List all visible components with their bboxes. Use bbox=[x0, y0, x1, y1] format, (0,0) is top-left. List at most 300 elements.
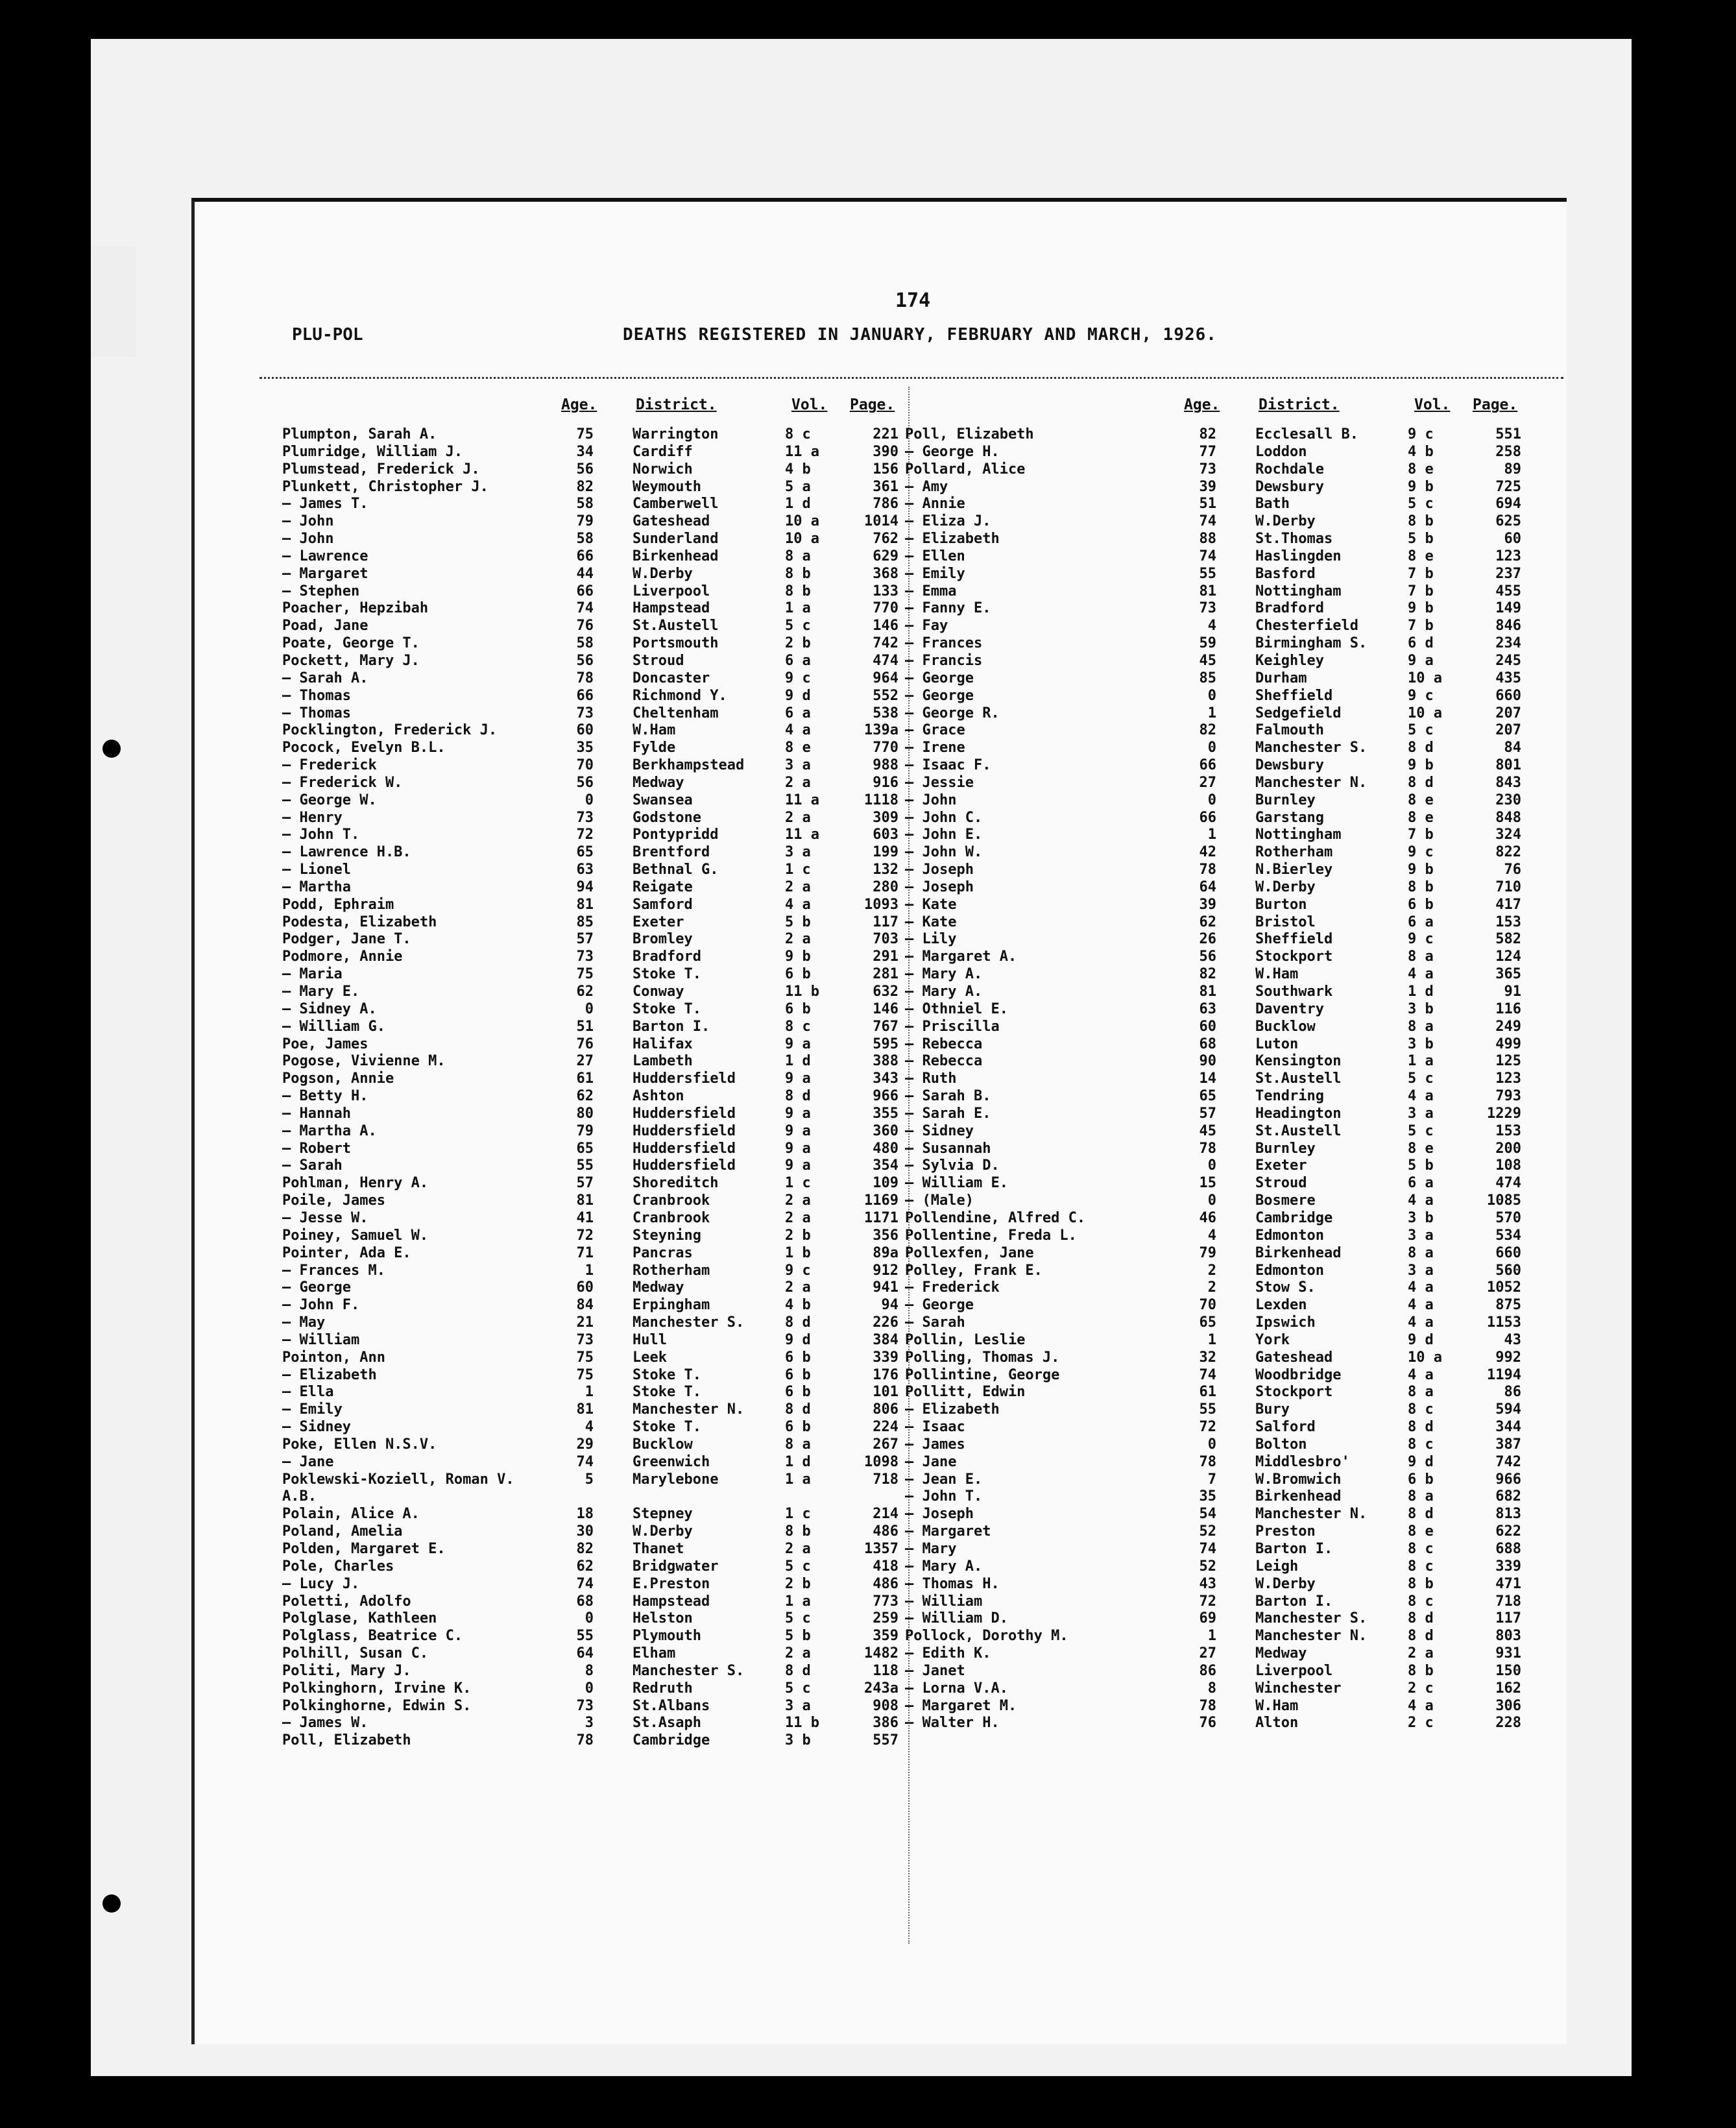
register-entry bbox=[905, 1715, 1547, 1732]
register-entry bbox=[282, 444, 924, 461]
entry-page: 813 bbox=[1495, 1506, 1521, 1523]
register-entry bbox=[282, 1488, 924, 1506]
entry-district: Sheffield bbox=[1255, 687, 1333, 704]
register-entry bbox=[905, 1488, 1547, 1506]
entry-district: Bucklow bbox=[633, 1436, 693, 1453]
register-entry bbox=[905, 1245, 1547, 1263]
register-entry bbox=[905, 1628, 1547, 1645]
entry-page: 91 bbox=[1504, 984, 1521, 1000]
entry-page: 786 bbox=[873, 496, 898, 513]
entry-district: Stockport bbox=[1255, 949, 1333, 965]
register-entry bbox=[282, 1019, 924, 1036]
register-entry bbox=[282, 792, 924, 810]
entry-page: 486 bbox=[873, 1523, 898, 1540]
entry-volume: 8 d bbox=[1408, 1628, 1434, 1645]
register-entry bbox=[282, 1367, 924, 1384]
entry-district: Plymouth bbox=[633, 1628, 701, 1645]
register-entry bbox=[905, 635, 1547, 653]
register-entry bbox=[282, 1419, 924, 1436]
entry-name: — Sarah B. bbox=[905, 1088, 991, 1105]
entry-age: 2 bbox=[1207, 1279, 1216, 1296]
entry-volume: 10 a bbox=[1408, 670, 1442, 686]
entry-page: 560 bbox=[1495, 1262, 1521, 1279]
entry-age: 34 bbox=[576, 443, 594, 460]
register-entry bbox=[282, 1175, 924, 1192]
entry-district: Burton bbox=[1255, 896, 1307, 913]
entry-age: 52 bbox=[1199, 1523, 1216, 1540]
register-entry bbox=[282, 931, 924, 949]
register-entry bbox=[282, 810, 924, 827]
entry-district: Richmond Y. bbox=[633, 687, 727, 704]
entry-name: Poad, Jane bbox=[282, 618, 368, 635]
register-entry bbox=[905, 566, 1547, 583]
entry-district: Pontypridd bbox=[633, 827, 719, 843]
register-entry bbox=[282, 461, 924, 479]
entry-page: 132 bbox=[873, 862, 898, 878]
entry-volume: 8 d bbox=[785, 1662, 811, 1679]
register-entry bbox=[905, 479, 1547, 496]
entry-district: Camberwell bbox=[633, 496, 719, 513]
entry-district: Bath bbox=[1255, 496, 1290, 513]
entry-page: 146 bbox=[873, 1000, 898, 1017]
entry-volume: 6 b bbox=[785, 1000, 811, 1017]
entry-volume: 3 b bbox=[785, 1732, 811, 1749]
register-entry bbox=[905, 618, 1547, 635]
entry-volume: 3 a bbox=[785, 1697, 811, 1714]
entry-age: 78 bbox=[1199, 1140, 1216, 1157]
district-header: District. bbox=[636, 396, 717, 413]
entry-page: 207 bbox=[1495, 705, 1521, 721]
entry-volume: 8 d bbox=[1408, 774, 1434, 791]
entry-page: 1052 bbox=[1487, 1279, 1521, 1296]
entry-age: 76 bbox=[576, 618, 594, 635]
entry-age: 90 bbox=[1199, 1053, 1216, 1070]
entry-district: Weymouth bbox=[633, 478, 701, 495]
entry-age: 73 bbox=[576, 1697, 594, 1714]
register-entry bbox=[282, 1141, 924, 1158]
entry-volume: 5 c bbox=[1408, 1070, 1434, 1087]
entry-page: 908 bbox=[873, 1697, 898, 1714]
entry-page: 60 bbox=[1504, 531, 1521, 548]
entry-volume: 8 d bbox=[785, 1088, 811, 1105]
entry-age: 81 bbox=[576, 1401, 594, 1418]
entry-page: 368 bbox=[873, 565, 898, 582]
register-entry bbox=[282, 1593, 924, 1611]
entry-page: 162 bbox=[1495, 1680, 1521, 1697]
entry-age: 79 bbox=[1199, 1244, 1216, 1261]
entry-name: Poiney, Samuel W. bbox=[282, 1227, 429, 1244]
register-entry bbox=[905, 1401, 1547, 1419]
entry-volume: 7 b bbox=[1408, 618, 1434, 635]
entry-page: 89 bbox=[1504, 461, 1521, 478]
column-headers bbox=[282, 396, 924, 426]
entry-district: Exeter bbox=[1255, 1157, 1307, 1174]
entry-page: 258 bbox=[1495, 443, 1521, 460]
entry-district: Lambeth bbox=[633, 1053, 693, 1070]
entry-page: 1357 bbox=[864, 1541, 898, 1557]
page-heading: DEATHS REGISTERED IN JANUARY, FEBRUARY AND MARCH, 1926. bbox=[623, 325, 1217, 345]
entry-district: E.Preston bbox=[633, 1575, 710, 1592]
entry-name: Plumpton, Sarah A. bbox=[282, 426, 437, 442]
entry-district: Greenwich bbox=[633, 1453, 710, 1470]
entry-district: Stoke T. bbox=[633, 1366, 701, 1383]
entry-volume: 2 a bbox=[785, 774, 811, 791]
entry-name: Podmore, Annie bbox=[282, 949, 403, 965]
entry-page: 243a bbox=[864, 1680, 898, 1697]
entry-volume: 6 b bbox=[1408, 1471, 1434, 1488]
entry-name: — Thomas bbox=[282, 705, 351, 721]
entry-page: 228 bbox=[1495, 1715, 1521, 1732]
entry-volume: 1 a bbox=[785, 1593, 811, 1610]
entry-district: Haslingden bbox=[1255, 548, 1342, 564]
entry-district: Bradford bbox=[1255, 600, 1324, 617]
entry-page: 1229 bbox=[1487, 1105, 1521, 1122]
entry-volume: 2 a bbox=[785, 1279, 811, 1296]
entry-age: 75 bbox=[576, 1349, 594, 1366]
entry-volume: 10 a bbox=[785, 513, 819, 530]
entry-district: Headington bbox=[1255, 1105, 1342, 1122]
entry-volume: 6 a bbox=[785, 652, 811, 669]
entry-page: 280 bbox=[873, 878, 898, 895]
entry-district: Pancras bbox=[633, 1244, 693, 1261]
entry-page: 966 bbox=[1495, 1471, 1521, 1488]
entry-district: Medway bbox=[633, 1279, 684, 1296]
entry-age: 78 bbox=[1199, 862, 1216, 878]
entry-district: Sheffield bbox=[1255, 931, 1333, 948]
entry-age: 21 bbox=[576, 1314, 594, 1331]
entry-volume: 8 a bbox=[1408, 1018, 1434, 1035]
entry-age: 5 bbox=[585, 1471, 594, 1488]
entry-volume: 3 b bbox=[1408, 1000, 1434, 1017]
entry-name: — Maria bbox=[282, 966, 343, 983]
entry-name: — Sidney bbox=[905, 1122, 974, 1139]
entry-district: Bucklow bbox=[1255, 1018, 1316, 1035]
register-entry bbox=[282, 1732, 924, 1750]
entry-name: — Sidney bbox=[282, 1419, 351, 1436]
entry-volume: 8 c bbox=[785, 426, 811, 442]
entry-district: Warrington bbox=[633, 426, 719, 442]
entry-name: — Susannah bbox=[905, 1140, 991, 1157]
entry-age: 57 bbox=[576, 931, 594, 948]
register-entry bbox=[282, 1245, 924, 1263]
entry-page: 354 bbox=[873, 1157, 898, 1174]
entry-name: — James bbox=[905, 1436, 965, 1453]
entry-age: 14 bbox=[1199, 1070, 1216, 1087]
entry-age: 75 bbox=[576, 1366, 594, 1383]
entry-page: 387 bbox=[1495, 1436, 1521, 1453]
register-entry bbox=[905, 531, 1547, 548]
register-entry bbox=[282, 566, 924, 583]
entry-page: 552 bbox=[873, 687, 898, 704]
right-column bbox=[905, 396, 1547, 1732]
entry-district: Fylde bbox=[633, 740, 676, 756]
entry-name: — Lawrence H.B. bbox=[282, 844, 411, 861]
entry-age: 45 bbox=[1199, 1122, 1216, 1139]
entry-volume: 2 b bbox=[785, 1575, 811, 1592]
register-entry bbox=[905, 827, 1547, 844]
register-entry bbox=[905, 1175, 1547, 1192]
entry-district: Exeter bbox=[633, 913, 684, 930]
entry-page: 123 bbox=[1495, 548, 1521, 564]
entry-name: Poletti, Adolfo bbox=[282, 1593, 411, 1610]
entry-name: — George W. bbox=[282, 792, 377, 808]
register-entry bbox=[905, 775, 1547, 792]
register-entry bbox=[905, 688, 1547, 705]
entry-name: — John E. bbox=[905, 827, 983, 843]
entry-age: 78 bbox=[1199, 1697, 1216, 1714]
register-entry bbox=[905, 792, 1547, 810]
entry-name: — George R. bbox=[905, 705, 1000, 721]
entry-page: 806 bbox=[873, 1401, 898, 1418]
entry-age: 81 bbox=[1199, 984, 1216, 1000]
entry-name: — Jean E. bbox=[905, 1471, 983, 1488]
entry-page: 718 bbox=[1495, 1593, 1521, 1610]
entry-district: Salford bbox=[1255, 1419, 1316, 1436]
entry-volume: 8 e bbox=[1408, 461, 1434, 478]
entry-district: Gateshead bbox=[633, 513, 710, 530]
entry-age: 73 bbox=[576, 1331, 594, 1348]
entry-age: 58 bbox=[576, 635, 594, 652]
entry-age: 66 bbox=[1199, 757, 1216, 774]
entry-district: W.Ham bbox=[1255, 1697, 1299, 1714]
entry-district: Tendring bbox=[1255, 1088, 1324, 1105]
entry-volume: 8 e bbox=[1408, 1523, 1434, 1540]
entry-page: 1098 bbox=[864, 1453, 898, 1470]
register-entry bbox=[905, 1088, 1547, 1106]
entry-district: Rotherham bbox=[633, 1262, 710, 1279]
entry-district: Bromley bbox=[633, 931, 693, 948]
entry-district: Halifax bbox=[633, 1035, 693, 1052]
entry-volume: 10 a bbox=[1408, 705, 1442, 721]
entry-name: — Joseph bbox=[905, 1506, 974, 1523]
register-entry bbox=[282, 583, 924, 601]
register-entry bbox=[905, 1523, 1547, 1541]
entry-page: 1169 bbox=[864, 1192, 898, 1209]
age-header: Age. bbox=[561, 396, 597, 413]
entry-age: 84 bbox=[576, 1297, 594, 1314]
entry-name: Pollintine, George bbox=[905, 1366, 1060, 1383]
entry-district: Dewsbury bbox=[1255, 757, 1324, 774]
register-entry bbox=[282, 1332, 924, 1349]
register-entry bbox=[905, 1558, 1547, 1576]
entry-name: Pockett, Mary J. bbox=[282, 652, 420, 669]
entry-volume: 4 a bbox=[1408, 1279, 1434, 1296]
entry-name: — Sarah A. bbox=[282, 670, 368, 686]
entry-age: 78 bbox=[576, 670, 594, 686]
entry-age: 42 bbox=[1199, 844, 1216, 861]
entry-name: — (Male) bbox=[905, 1192, 974, 1209]
register-entry bbox=[905, 862, 1547, 879]
register-entry bbox=[905, 810, 1547, 827]
entry-page: 221 bbox=[873, 426, 898, 442]
register-entry bbox=[905, 1332, 1547, 1349]
entry-district: W.Bromwich bbox=[1255, 1471, 1342, 1488]
entry-district: Conway bbox=[633, 984, 684, 1000]
entry-name: — Mary bbox=[905, 1541, 957, 1557]
page-header: Page. bbox=[850, 396, 895, 413]
register-entry bbox=[282, 653, 924, 670]
entry-page: 551 bbox=[1495, 426, 1521, 442]
entry-name: — William bbox=[282, 1331, 360, 1348]
entry-volume: 9 c bbox=[1408, 931, 1434, 948]
entry-district: Berkhampstead bbox=[633, 757, 745, 774]
entry-age: 68 bbox=[1199, 1035, 1216, 1052]
entry-age: 75 bbox=[576, 966, 594, 983]
entry-volume: 9 a bbox=[785, 1105, 811, 1122]
register-entry bbox=[905, 653, 1547, 670]
entry-age: 45 bbox=[1199, 652, 1216, 669]
register-entry bbox=[905, 600, 1547, 618]
entry-page: 355 bbox=[873, 1105, 898, 1122]
entry-volume: 9 a bbox=[785, 1070, 811, 1087]
entry-district: Thanet bbox=[633, 1541, 684, 1557]
entry-volume: 6 a bbox=[1408, 1175, 1434, 1192]
register-entry bbox=[282, 1715, 924, 1732]
entry-volume: 8 d bbox=[785, 1314, 811, 1331]
entry-age: 82 bbox=[1199, 722, 1216, 739]
entry-age: 74 bbox=[576, 1575, 594, 1592]
entry-age: 46 bbox=[1199, 1209, 1216, 1226]
entry-district: Godstone bbox=[633, 809, 701, 826]
entry-volume: 11 b bbox=[785, 1715, 819, 1732]
entry-volume: 8 a bbox=[1408, 949, 1434, 965]
entry-district: Falmouth bbox=[1255, 722, 1324, 739]
entry-district: Manchester N. bbox=[1255, 1506, 1368, 1523]
entry-volume: 8 b bbox=[1408, 513, 1434, 530]
entry-age: 0 bbox=[1207, 740, 1216, 756]
register-entry bbox=[282, 635, 924, 653]
entry-volume: 4 b bbox=[1408, 443, 1434, 460]
entry-page: 176 bbox=[873, 1366, 898, 1383]
register-entry bbox=[905, 1680, 1547, 1698]
entry-volume: 5 c bbox=[785, 1558, 811, 1575]
entry-age: 56 bbox=[576, 461, 594, 478]
entry-district: Shoreditch bbox=[633, 1175, 719, 1192]
entry-volume: 2 a bbox=[1408, 1645, 1434, 1662]
entry-age: 57 bbox=[576, 1175, 594, 1192]
entry-name: Podesta, Elizabeth bbox=[282, 913, 437, 930]
entry-volume: 9 a bbox=[785, 1157, 811, 1174]
entry-page: 226 bbox=[873, 1314, 898, 1331]
entry-district: Barton I. bbox=[1255, 1593, 1333, 1610]
register-entry bbox=[905, 1610, 1547, 1628]
register-entry bbox=[282, 1436, 924, 1454]
entry-page: 703 bbox=[873, 931, 898, 948]
entry-name: Poacher, Hepzibah bbox=[282, 600, 429, 617]
entry-page: 742 bbox=[1495, 1453, 1521, 1470]
entry-district: Cambridge bbox=[633, 1732, 710, 1749]
entry-volume: 1 c bbox=[785, 1175, 811, 1192]
entry-age: 61 bbox=[1199, 1384, 1216, 1401]
entry-page: 486 bbox=[873, 1575, 898, 1592]
entry-age: 0 bbox=[1207, 792, 1216, 808]
entry-district: Edmonton bbox=[1255, 1262, 1324, 1279]
entry-age: 27 bbox=[576, 1053, 594, 1070]
entry-age: 80 bbox=[576, 1105, 594, 1122]
entry-name: — Frederick bbox=[905, 1279, 1000, 1296]
entry-age: 73 bbox=[1199, 600, 1216, 617]
entry-page: 725 bbox=[1495, 478, 1521, 495]
entry-name: — Kate bbox=[905, 896, 957, 913]
entry-age: 27 bbox=[1199, 774, 1216, 791]
entry-volume: 8 a bbox=[1408, 1244, 1434, 1261]
entry-name: — Thomas H. bbox=[905, 1575, 1000, 1592]
entry-page: 417 bbox=[1495, 896, 1521, 913]
register-entry bbox=[905, 1123, 1547, 1141]
register-entry bbox=[905, 1645, 1547, 1663]
entry-volume: 9 d bbox=[785, 1331, 811, 1348]
entry-age: 1 bbox=[585, 1262, 594, 1279]
entry-volume: 8 c bbox=[785, 1018, 811, 1035]
entry-district: Manchester N. bbox=[1255, 1628, 1368, 1645]
entry-page: 1194 bbox=[1487, 1366, 1521, 1383]
entry-district: Cranbrook bbox=[633, 1209, 710, 1226]
entry-district: Norwich bbox=[633, 461, 693, 478]
register-entry bbox=[282, 1088, 924, 1106]
entry-age: 32 bbox=[1199, 1349, 1216, 1366]
entry-page: 149 bbox=[1495, 600, 1521, 617]
entry-name: Pollock, Dorothy M. bbox=[905, 1628, 1068, 1645]
entry-district: Gateshead bbox=[1255, 1349, 1333, 1366]
entry-age: 56 bbox=[576, 652, 594, 669]
entry-age: 8 bbox=[585, 1662, 594, 1679]
entry-volume: 8 a bbox=[1408, 1384, 1434, 1401]
entry-volume: 1 d bbox=[1408, 984, 1434, 1000]
entry-page: 139a bbox=[864, 722, 898, 739]
entry-age: 63 bbox=[576, 862, 594, 878]
entry-page: 629 bbox=[873, 548, 898, 564]
entry-volume: 4 a bbox=[1408, 1366, 1434, 1383]
register-entry bbox=[905, 1053, 1547, 1070]
entry-volume: 6 d bbox=[1408, 635, 1434, 652]
entry-name: Pollard, Alice bbox=[905, 461, 1026, 478]
entry-volume: 8 b bbox=[1408, 878, 1434, 895]
entry-volume: 8 a bbox=[785, 1436, 811, 1453]
entry-age: 51 bbox=[1199, 496, 1216, 513]
entry-page: 118 bbox=[873, 1662, 898, 1679]
entry-name: — Fay bbox=[905, 618, 948, 635]
page-number: 174 bbox=[895, 289, 931, 312]
entry-name: — Rebecca bbox=[905, 1053, 983, 1070]
entry-name: Podger, Jane T. bbox=[282, 931, 411, 948]
register-entry bbox=[282, 1314, 924, 1332]
entry-age: 61 bbox=[576, 1070, 594, 1087]
entry-volume: 4 a bbox=[1408, 966, 1434, 983]
entry-name: Podd, Ephraim bbox=[282, 896, 394, 913]
entry-page: 156 bbox=[873, 461, 898, 478]
entry-name: — George bbox=[282, 1279, 351, 1296]
entry-volume: 5 c bbox=[1408, 1122, 1434, 1139]
entry-page: 230 bbox=[1495, 792, 1521, 808]
entry-volume: 8 e bbox=[1408, 809, 1434, 826]
entry-volume: 9 b bbox=[1408, 478, 1434, 495]
entry-district: Steyning bbox=[633, 1227, 701, 1244]
entry-name: — Isaac F. bbox=[905, 757, 991, 774]
entry-district: N.Bierley bbox=[1255, 862, 1333, 878]
entry-district: W.Derby bbox=[1255, 513, 1316, 530]
register-entry bbox=[905, 705, 1547, 723]
entry-name: — Sidney A. bbox=[282, 1000, 377, 1017]
entry-name: — William G. bbox=[282, 1018, 385, 1035]
entry-page: 150 bbox=[1495, 1662, 1521, 1679]
entry-volume: 8 e bbox=[785, 740, 811, 756]
entry-name: — Jesse W. bbox=[282, 1209, 368, 1226]
entry-page: 966 bbox=[873, 1088, 898, 1105]
entry-age: 0 bbox=[585, 1680, 594, 1697]
entry-volume: 3 b bbox=[1408, 1209, 1434, 1226]
entry-name: Pogose, Vivienne M. bbox=[282, 1053, 446, 1070]
entry-name: — James W. bbox=[282, 1715, 368, 1732]
